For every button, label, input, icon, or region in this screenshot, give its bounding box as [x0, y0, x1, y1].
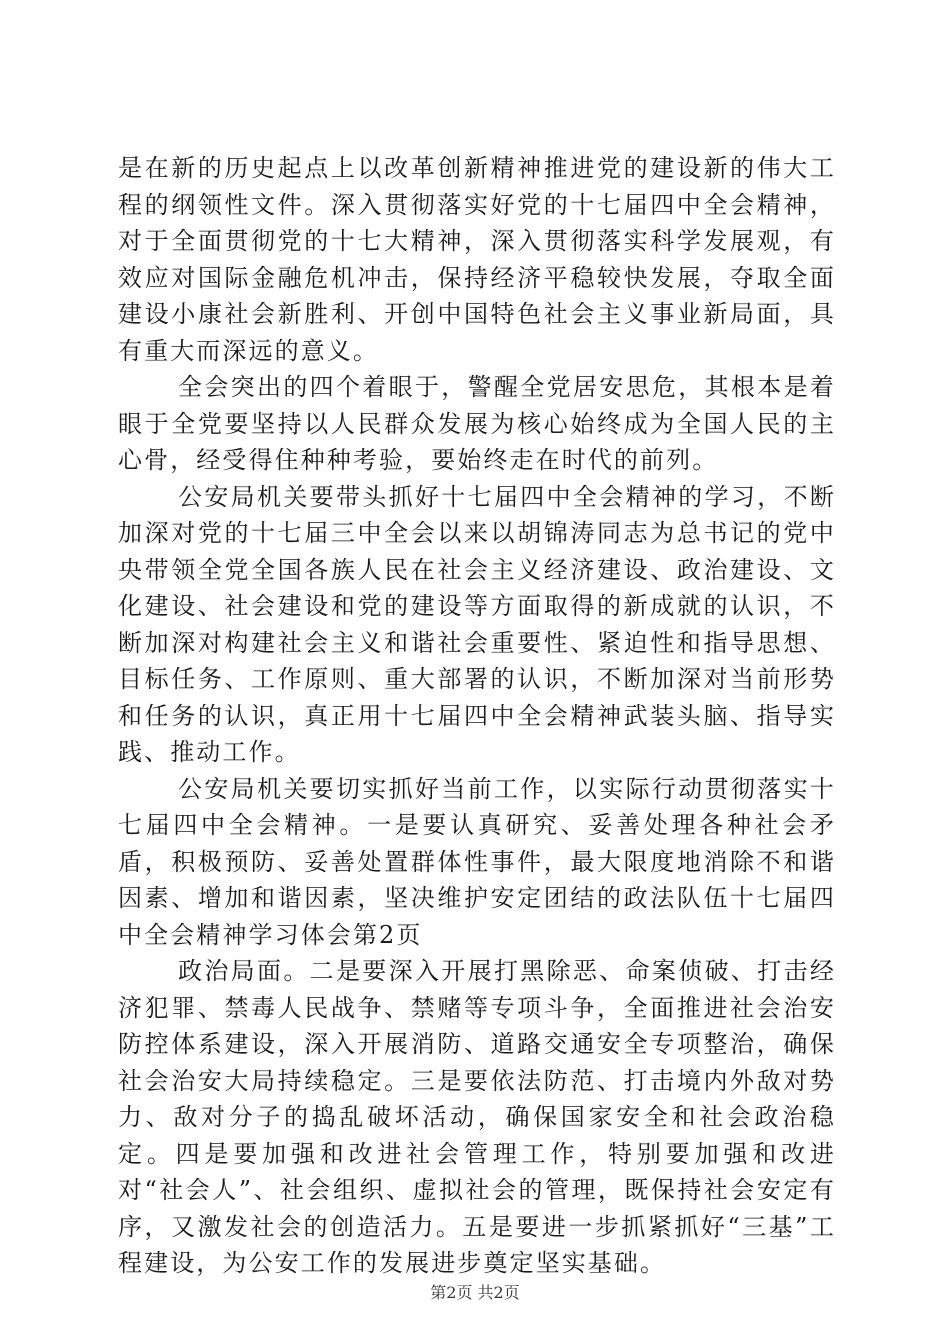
- paragraph-5: 政治局面。二是要深入开展打黑除恶、命案侦破、打击经济犯罪、禁毒人民战争、禁赌等专项斗争，全面推进社会治安防控体系建设，深入开展消防、道路交通安全专项整治，确保社会治安大局持续稳定。三是要依法防范、打击境内外敌对势力、敌对分子的捣乱破坏活动，确保国家安全和社会政治稳定。四是要加强和改进社会管理工作，特别要加强和改进对“社会人”、社会组织、虚拟社会的管理，既保持社会安定有序，又激发社会的创造活力。五是要进一步抓紧抓好“三基”工程建设，为公安工作的发展进步奠定坚实基础。: [118, 957, 836, 1277]
- paragraph-3: 公安局机关要带头抓好十七届四中全会精神的学习，不断加深对党的十七届三中全会以来以胡锦涛同志为总书记的党中央带领全党全国各族人民在社会主义经济建设、政治建设、文化建设、社会建设和党的建设等方面取得的新成就的认识，不断加深对构建社会主义和谐社会重要性、紧迫性和指导思想、目标任务、工作原则、重大部署的认识，不断加深对当前形势和任务的认识，真正用十七届四中全会精神武装头脑、指导实践、推动工作。: [118, 482, 836, 766]
- page-footer: 第2页 共2页: [430, 1283, 520, 1302]
- paragraph-1: 是在新的历史起点上以改革创新精神推进党的建设新的伟大工程的纲领性文件。深入贯彻落实好党的十七届四中全会精神，对于全面贯彻党的十七大精神，深入贯彻落实科学发展观，有效应对国际金融危机冲击，保持经济平稳较快发展，夺取全面建设小康社会新胜利、开创中国特色社会主义事业新局面，具有重大而深远的意义。: [118, 154, 836, 365]
- paragraph-2: 全会突出的四个着眼于，警醒全党居安思危，其根本是着眼于全党要坚持以人民群众发展为核心始终成为全国人民的主心骨，经受得住种种考验，要始终走在时代的前列。: [118, 373, 836, 474]
- document-body: [118, 150, 836, 1282]
- paragraph-4: 公安局机关要切实抓好当前工作，以实际行动贯彻落实十七届四中全会精神。一是要认真研究、妥善处理各种社会矛盾，积极预防、妥善处置群体性事件，最大限度地消除不和谐因素、增加和谐因素，坚决维护安定团结的政法队伍十七届四中全会精神学习体会第2页: [118, 774, 836, 949]
